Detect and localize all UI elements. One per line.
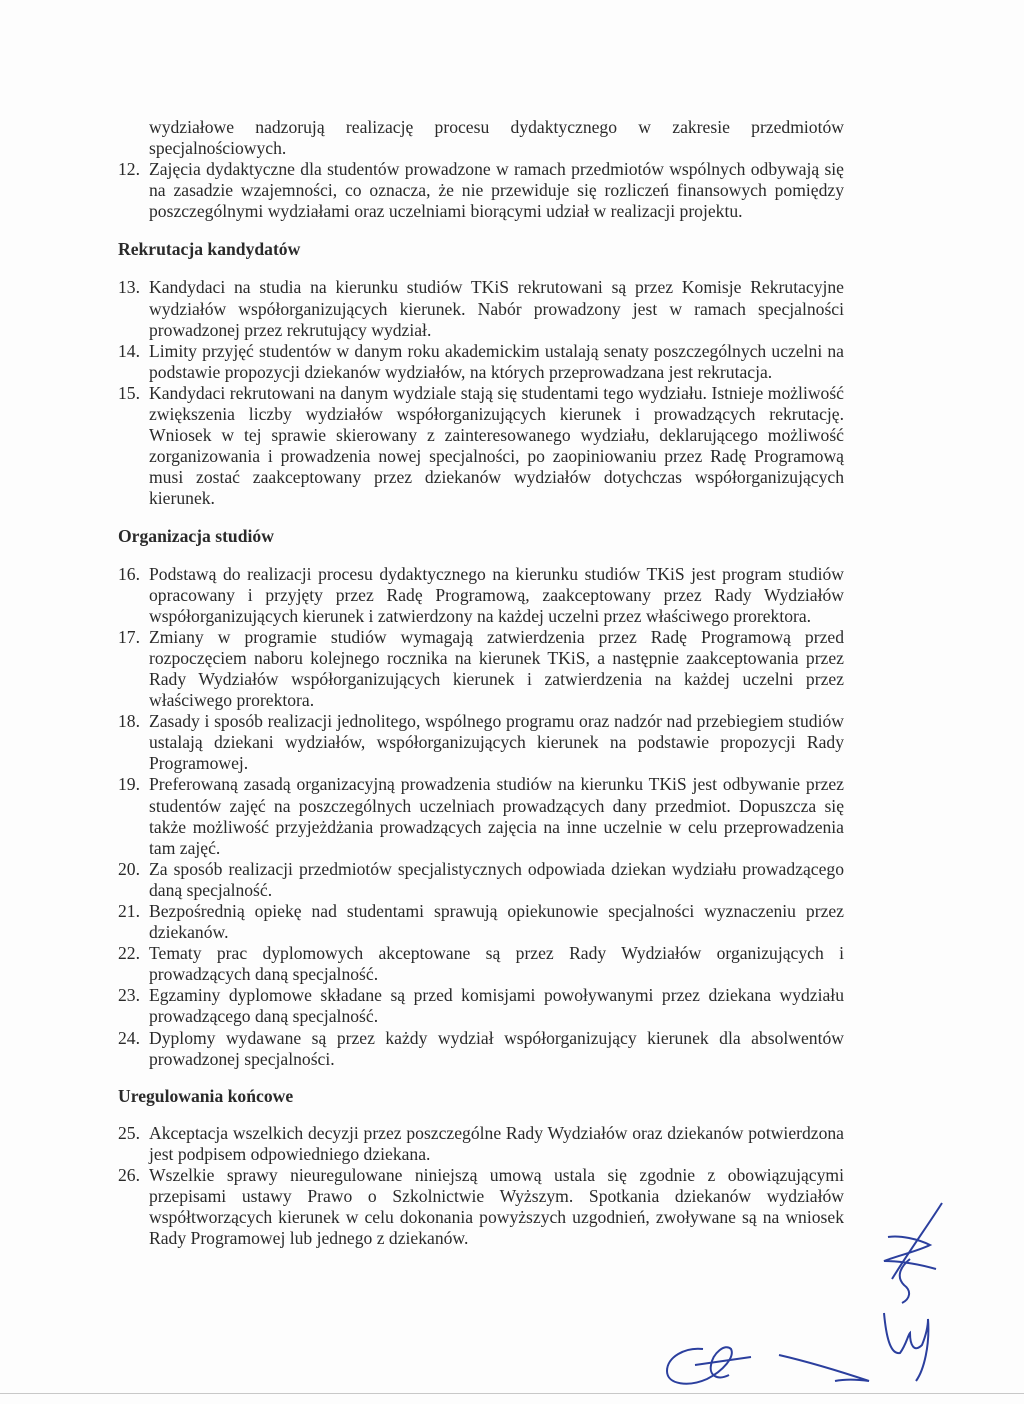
item-number: 13. [118, 277, 140, 298]
item-number: 22. [118, 943, 140, 964]
list-item-23 [118, 985, 844, 1027]
item-number: 12. [118, 159, 140, 180]
section-heading-organization: Organizacja studiów [118, 525, 274, 546]
list-item-24 [118, 1028, 844, 1070]
item-text: Dyplomy wydawane są przez każdy wydział współorganizujący kierunek dla absolwentów prowadzonej specjalności. [149, 1027, 844, 1069]
signature-bottom-center [655, 1335, 885, 1395]
list-item-18 [118, 711, 844, 774]
section-heading-final-provisions: Uregulowania końcowe [118, 1085, 294, 1106]
item-number: 20. [118, 858, 140, 879]
item-number: 15. [118, 382, 140, 403]
item-number: 23. [118, 985, 140, 1006]
section-heading-recruitment: Rekrutacja kandydatów [118, 239, 301, 260]
list-item-12 [118, 159, 844, 222]
item-text: Zmiany w programie studiów wymagają zatwierdzenia przez Radę Programową przed rozpoczęciem naboru kolejnego rocznika na kierunek TKiS, a następnie zaakceptowania przez Rady Wydziałów współorganizujących kierunek i zatwierdzenia na każdej uczelni przez właściwego prorektora. [149, 626, 844, 711]
item-text: Kandydaci rekrutowani na danym wydziale stają się studentami tego wydziału. Istnieje możliwość zwiększenia liczby wydziałów współorganizujących kierunek i prowadzących rekrutację. Wniosek w tej sprawie skierowany z zainteresowanego wydziału, deklarującego możliwość zorganizowania i prowadzenia nowej specjalności, po zaopiniowaniu przez Radę Programową musi zostać zaakceptowany przez dziekanów wydziałów dotychczas współorganizujących kierunek. [149, 382, 844, 509]
item-number: 18. [118, 711, 140, 732]
item-number: 26. [118, 1164, 140, 1185]
item-text: Bezpośrednią opiekę nad studentami sprawują opiekunowie specjalności wyznaczeniu przez dziekanów. [149, 901, 844, 943]
list-item-16 [118, 564, 844, 627]
item-text: Limity przyjęć studentów w danym roku akademickim ustalają senaty poszczególnych uczelni na podstawie propozycji dziekanów wydziałów, na których przeprowadzana jest rekrutacja. [149, 340, 844, 382]
item-text: Zasady i sposób realizacji jednolitego, wspólnego programu oraz nadzór nad przebiegiem studiów ustalają dziekani wydziałów, współorganizujących kierunek na podstawie propozycji Rady Programowej. [149, 711, 844, 774]
item-text: Podstawą do realizacji procesu dydaktycznego na kierunku studiów TKiS jest program studiów opracowany i przyjęty przez Radę Programową, zaakceptowany przez Rady Wydziałów współorganizujących kierunek i zatwierdzony na każdej uczelni przez właściwego prorektora. [149, 563, 844, 626]
item-text: Kandydaci na studia na kierunku studiów TKiS rekrutowani są przez Komisje Rekrutacyjne wydziałów współorganizujących kierunek. Nabór prowadzony jest w ramach specjalności prowadzonej przez rekrutujący wydział. [149, 277, 844, 340]
list-item-20 [118, 859, 844, 901]
item-text: Tematy prac dyplomowych akceptowane są przez Rady Wydziałów organizujących i prowadzących daną specjalność. [149, 943, 844, 985]
item-number: 16. [118, 563, 140, 584]
list-item-14 [118, 341, 844, 383]
item-number: 19. [118, 774, 140, 795]
item-number: 24. [118, 1027, 140, 1048]
item-text: Akceptacja wszelkich decyzji przez poszczególne Rady Wydziałów oraz dziekanów potwierdzona jest podpisem odpowiedniego dziekana. [149, 1122, 844, 1164]
list-item-15 [118, 383, 844, 510]
item-number: 17. [118, 626, 140, 647]
item-text: Preferowaną zasadą organizacyjną prowadzenia studiów na kierunku TKiS jest odbywanie przez studentów zajęć na poszczególnych uczelniach prowadzących dany przedmiot. Dopuszcza się także możliwość przyjeżdżania prowadzących zajęcia na inne uczelnie w celu przeprowadzenia tam zajęć. [149, 774, 844, 858]
item-text: Wszelkie sprawy nieuregulowane niniejszą umową ustala się zgodnie z obowiązującymi przepisami ustawy Prawo o Szkolnictwie Wyższym. Spotkania dziekanów wydziałów współtworzących kierunek w celu dokonania powyższych uzgodnień, zwoływane są na wniosek Rady Programowej lub jednego z dziekanów. [149, 1164, 844, 1249]
list-item-25 [118, 1123, 844, 1165]
continued-paragraph: wydziałowe nadzorują realizację procesu dydaktycznego w zakresie przedmiotów specjalnościowych. [149, 117, 844, 159]
list-item-19 [118, 774, 844, 858]
item-text: Zajęcia dydaktyczne dla studentów prowadzone w ramach przedmiotów wspólnych odbywają się na zasadzie wzajemności, co oznacza, że nie przewiduje się rozliczeń finansowych pomiędzy poszczególnymi wydziałami oraz uczelniami biorącymi udział w realizacji projektu. [149, 159, 844, 222]
list-item-17 [118, 627, 844, 711]
document-body [118, 117, 844, 1249]
list-item-26 [118, 1165, 844, 1249]
item-number: 14. [118, 340, 140, 361]
list-item-22 [118, 943, 844, 985]
list-item-13 [118, 277, 844, 340]
item-text: Egzaminy dyplomowe składane są przed komisjami powoływanymi przez dziekana wydziału prowadzącego daną specjalność. [149, 985, 844, 1027]
item-number: 25. [118, 1122, 140, 1143]
item-text: Za sposób realizacji przedmiotów specjalistycznych odpowiada dziekan wydziału prowadzącego daną specjalność. [149, 858, 844, 900]
scan-edge-line [0, 1393, 1024, 1394]
item-number: 21. [118, 901, 140, 921]
list-item-21 [118, 901, 844, 943]
